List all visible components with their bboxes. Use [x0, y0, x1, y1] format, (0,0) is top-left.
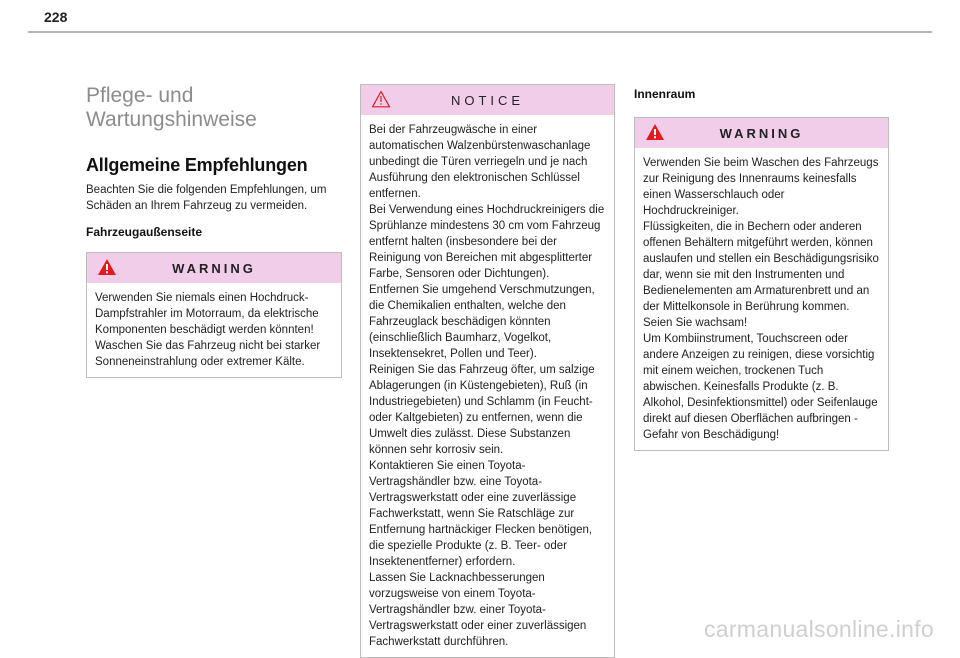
- warning-triangle-icon: [645, 123, 665, 141]
- warning-paragraph: Verwenden Sie beim Waschen des Fahrzeugs zur Reinigung des Innenraums keinesfalls einen Wasserschlauch oder Hochdruckreiniger.: [643, 157, 879, 217]
- column-left: [86, 84, 342, 378]
- notice-paragraph: Bei Verwendung eines Hochdruckreinigers die Sprühlanze mindestens 30 cm vom Fahrzeug entfernt halten (insbesondere bei der Reinigung von Bereichen mit abgesplitterter Farbe, Sensoren oder Dichtungen).: [369, 204, 605, 280]
- notice-box-header: [361, 85, 614, 115]
- notice-box: [360, 84, 615, 658]
- column-middle: [360, 84, 615, 658]
- warning-paragraph: Um Kombiinstrument, Touchscreen oder andere Anzeigen zu reinigen, diese vorsichtig mit einem weichen, trockenen Tuch abwischen. Keinesfalls Produkte (z. B. Alkohol, Desinfektionsmittel) oder Seifenlauge direkt auf diesen Oberflächen aufbringen - Gefahr von Beschädigung!: [643, 333, 878, 441]
- subheading-exterior: Fahrzeugaußenseite: [86, 225, 203, 239]
- notice-paragraph: Kontaktieren Sie einen Toyota-Vertragshändler bzw. eine Toyota-Vertragswerkstatt oder eine zuverlässige Fachwerkstatt, wenn Sie Ratschläge zur Entfernung hartnäckiger Flecken benötigen, die spezielle Produkte (z. B. Teer- oder Insektenentferner) erfordern.: [369, 460, 593, 568]
- column-right: [634, 84, 889, 451]
- warning-box-header: [635, 118, 888, 148]
- warning-title: WARNING: [172, 260, 256, 276]
- warning-title: WARNING: [719, 125, 804, 141]
- warning-box-header: [87, 253, 341, 283]
- notice-paragraph: Bei der Fahrzeugwäsche in einer automatischen Walzenbürstenwaschanlage unbedingt die Türen verriegeln und je nach Ausführung den elektronischen Schlüssel entfernen.: [369, 124, 591, 200]
- warning-box-body: [87, 283, 341, 377]
- chapter-title: Pflege- und Wartungshinweise: [86, 84, 257, 131]
- warning-triangle-icon: [97, 258, 117, 276]
- warning-box-exterior: [86, 252, 342, 378]
- notice-title: NOTICE: [450, 92, 525, 108]
- intro-text: Beachten Sie die folgenden Empfehlungen, um Schäden an Ihrem Fahrzeug zu vermeiden.: [86, 184, 327, 212]
- warning-box-interior: [634, 117, 889, 451]
- page-number: 228: [44, 9, 68, 25]
- section-title: Allgemeine Empfehlungen: [86, 155, 308, 175]
- notice-box-body: [361, 115, 614, 657]
- caution-triangle-icon: [371, 90, 391, 108]
- notice-paragraph: Reinigen Sie das Fahrzeug öfter, um salzige Ablagerungen (in Küstengebieten), Ruß (in Industriegebieten) und Schlamm (in Feucht- oder Kaltgebieten) zu entfernen, wenn die Umwelt dies zulässt. Diese Substanzen können sehr korrosiv sein.: [369, 364, 595, 456]
- footer-watermark: carmanualsonline.info: [703, 616, 934, 642]
- header-divider: [28, 31, 932, 33]
- warning-box-body: [635, 148, 888, 450]
- warning-text: Verwenden Sie niemals einen Hochdruck-Dampfstrahler im Motorraum, da elektrische Komponenten beschädigt werden könnten! Waschen Sie das Fahrzeug nicht bei starker Sonneneinstrahlung oder extremer Kälte.: [95, 292, 321, 368]
- notice-paragraph: Entfernen Sie umgehend Verschmutzungen, die Chemikalien enthalten, welche den Fahrzeuglack beschädigen könnten (einschließlich Baumharz, Vogelkot, Insektensekret, Pollen und Teer).: [369, 284, 595, 360]
- subheading-interior: Innenraum: [634, 87, 696, 101]
- warning-paragraph: Flüssigkeiten, die in Bechern oder anderen offenen Behältern mitgeführt werden, können auslaufen und stellen ein Beschädigungsrisiko dar, wenn sie mit den Instrumenten und Bedienelementen am Armaturenbrett und an der Mittelkonsole in Berührung kommen. Seien Sie wachsam!: [643, 221, 879, 329]
- notice-paragraph: Lassen Sie Lacknachbesserungen vorzugsweise von einem Toyota-Vertragshändler bzw. einer Toyota-Vertragswerkstatt oder einer zuverlässigen Fachwerkstatt durchführen.: [369, 572, 587, 648]
